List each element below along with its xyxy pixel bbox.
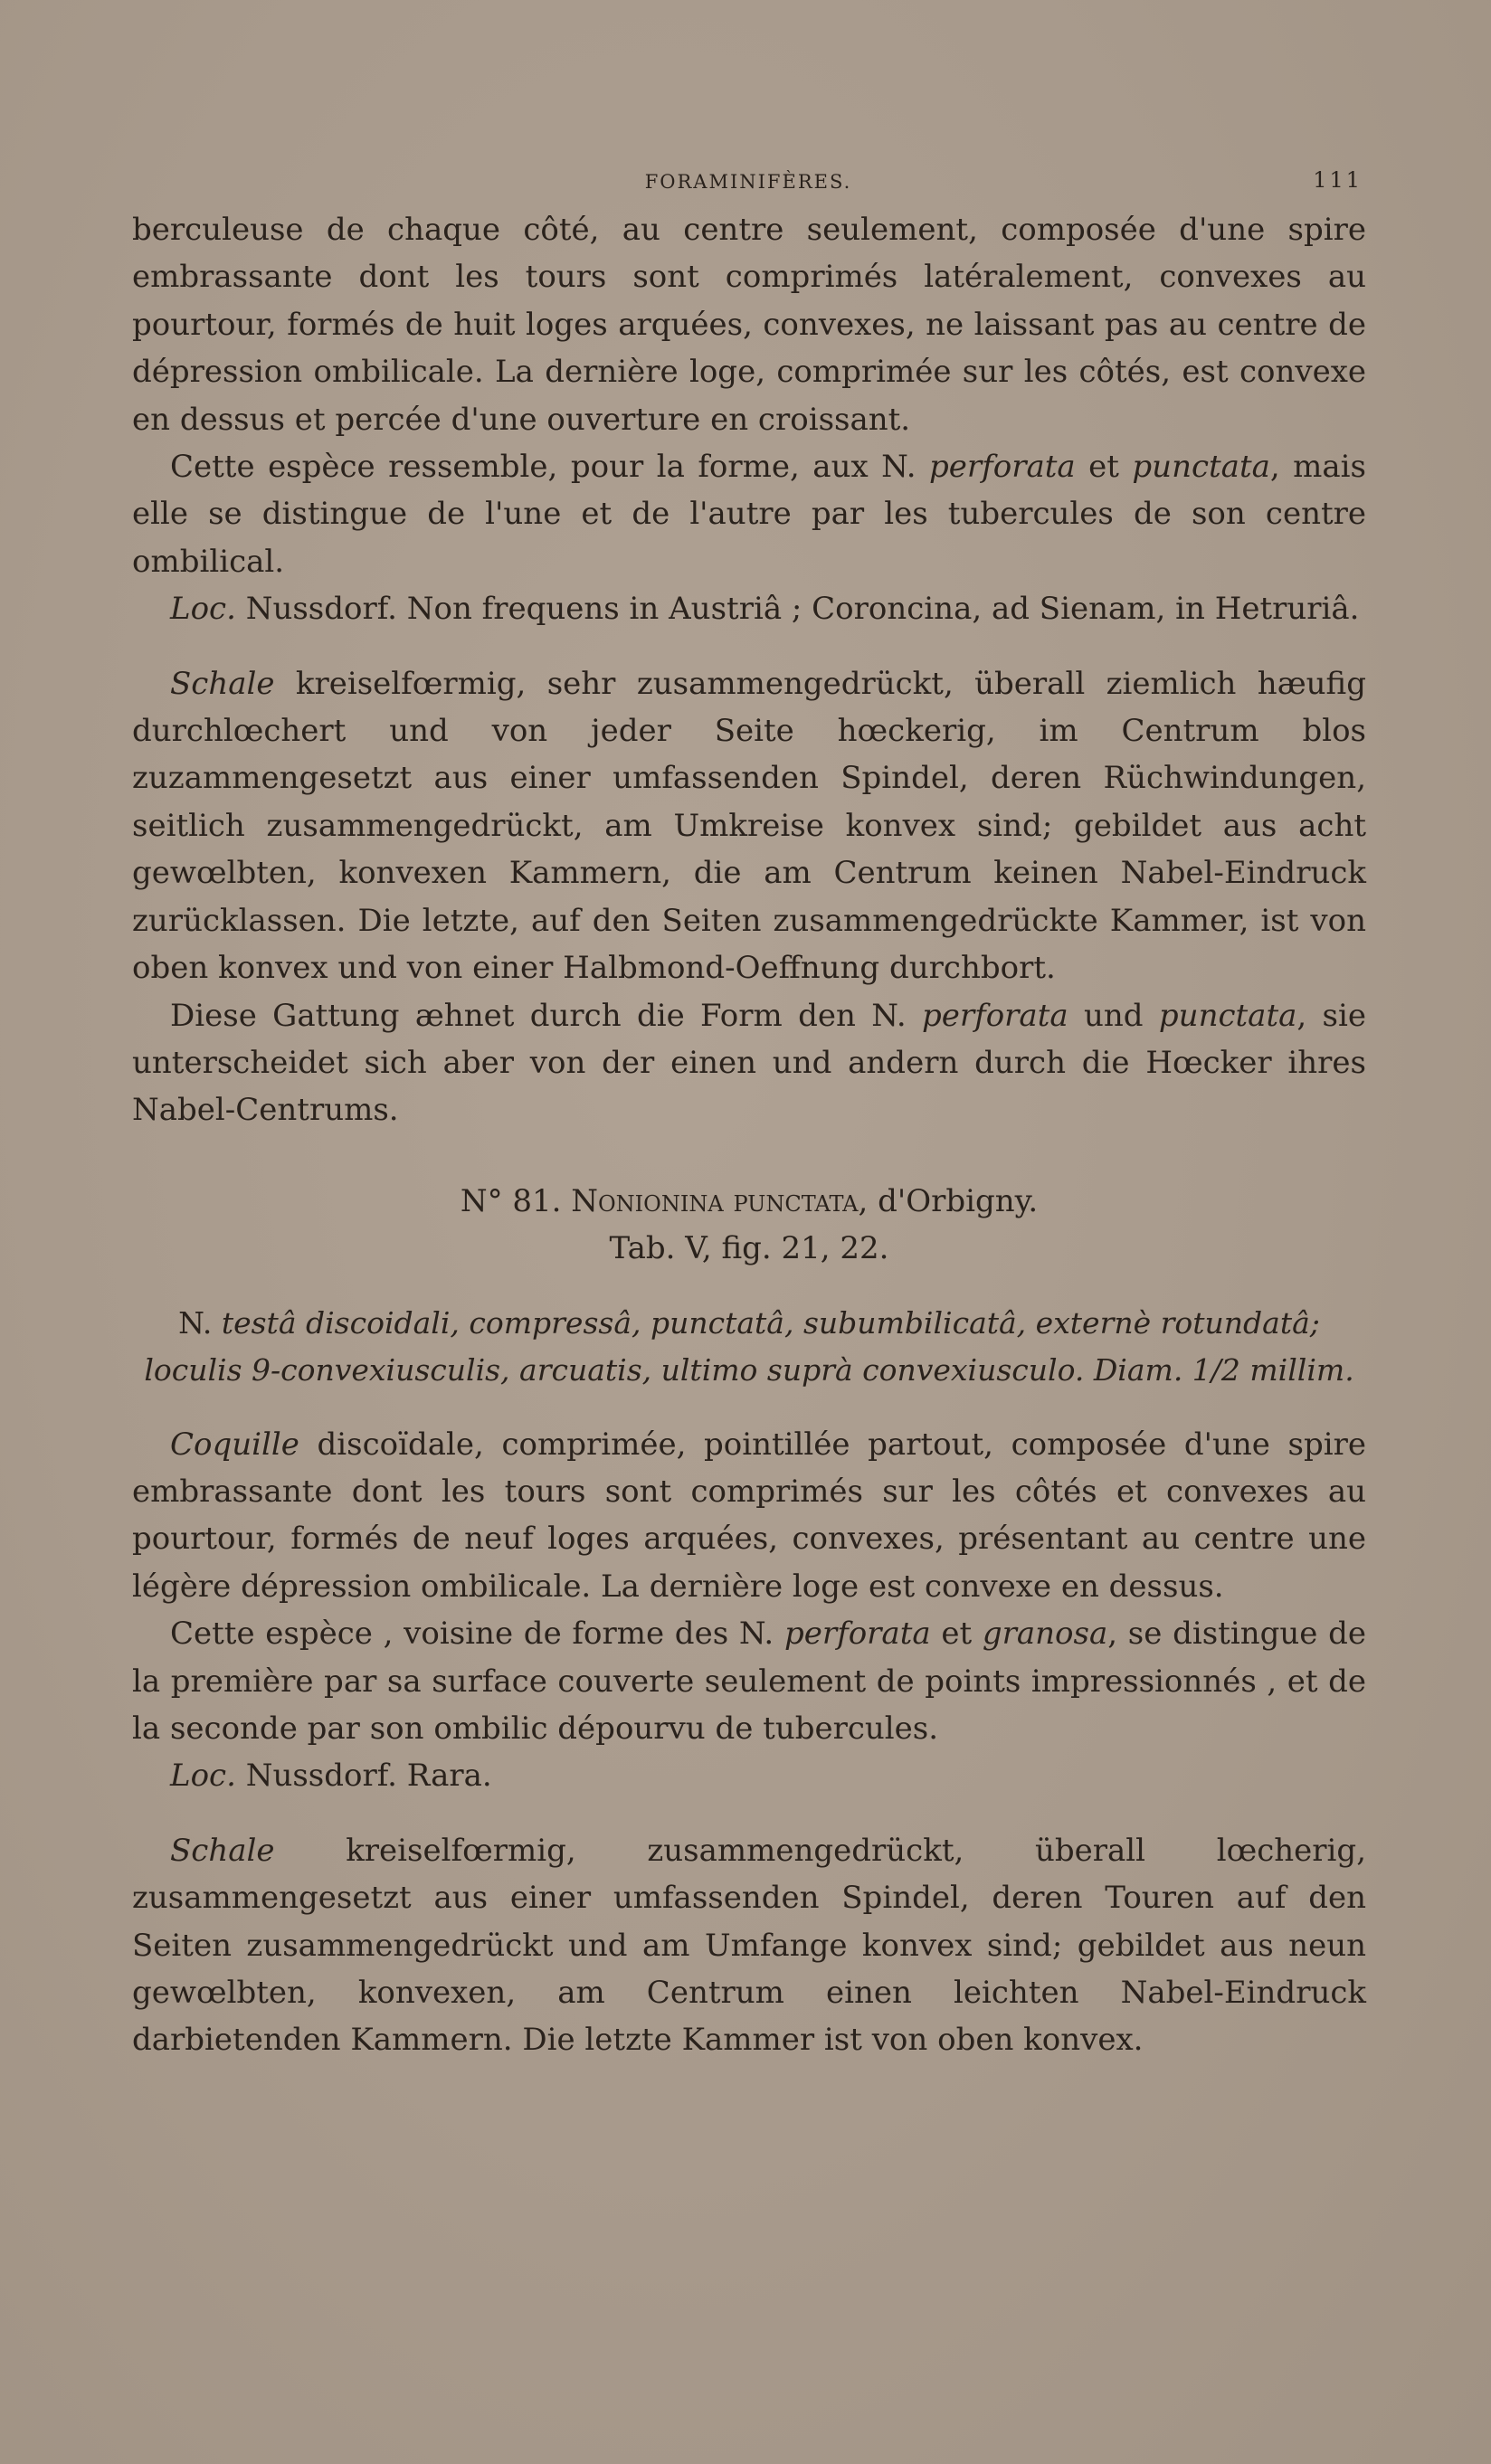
diagnosis-text: testâ discoidali, compressâ, punctatâ, subumbilicatâ, externè rotundatâ; loculis 9-convexiusculis, arcuatis, ultimo suprà convexiusculo. Diam. 1/2 millim.: [144, 1304, 1354, 1388]
text-run: Nussdorf. Rara.: [235, 1758, 492, 1795]
species-heading: [132, 1178, 1366, 1225]
lead-word: Schale: [170, 1832, 275, 1869]
text-run: et: [1075, 449, 1133, 486]
text-run: , mais elle se distingue de l'une et de l'autre par les tubercules de son centre ombilical.: [132, 449, 1366, 580]
plate-reference: Tab. V, fig. 21, 22.: [609, 1230, 889, 1267]
text-run: , sie unterscheidet sich aber von der einen und andern durch die Hœcker ihres Nabel-Centrums.: [132, 997, 1366, 1129]
locality-label: Loc.: [170, 1758, 236, 1795]
species-author: , d'Orbigny.: [858, 1182, 1039, 1219]
paragraph-description-de-2: [132, 1827, 1366, 2064]
paragraph-description-de: [132, 660, 1366, 992]
lead-word: Coquille: [170, 1426, 299, 1463]
paragraph-description-fr: berculeuse de chaque côté, au centre seulement, composée d'une spire embrassante dont les tours sont comprimés latéralement, convexes au pourtour, formés de huit loges arquées, convexes, ne laissant pas au centre de dépression ombilicale. La dernière loge, comprimée sur les côtés, est convexe en dessus et percée d'une ouverture en croissant.: [132, 212, 1366, 438]
text-run: , se distingue de la première par sa surface couverte seulement de points impressionnés , et de la seconde par son ombilic dépourvu de tubercules.: [132, 1616, 1366, 1747]
latin-diagnosis: [132, 1300, 1366, 1394]
paragraph-comparison-fr-2: [132, 1610, 1366, 1752]
paragraph-comparison-de: [132, 992, 1366, 1134]
spacer: [132, 633, 1366, 660]
species-name: punctata: [1158, 997, 1297, 1034]
species-number: N° 81.: [460, 1182, 572, 1219]
species-name: perforata: [783, 1616, 931, 1653]
page-number: 111: [1313, 167, 1363, 193]
text-run: discoïdale, comprimée, pointillée partout, composée d'une spire embrassante dont les tours sont comprimés sur les côtés et convexes au pourtour, formés de neuf loges arquées, convexes, présentant au centre une légère dépression ombilicale. La dernière loge est convexe en dessus.: [132, 1426, 1366, 1605]
text-run: et: [930, 1616, 983, 1653]
text-run: Cette espèce , voisine de forme des N.: [170, 1616, 784, 1653]
spacer: [132, 1134, 1366, 1178]
species-name: perforata: [929, 449, 1076, 486]
text-run: Diese Gattung æhnet durch die Form den N.: [170, 997, 922, 1034]
spacer: [132, 1273, 1366, 1300]
text-run: kreiselfœrmig, sehr zusammengedrückt, überall ziemlich hæufig durchlœchert und von jeder Seite hœckerig, im Centrum blos zuzammengesetzt aus einer umfassenden Spindel, deren Rüchwindungen, seitlich zusammengedrückt, am Umkreise konvex sind; gebildet aus acht gewœlbten, konvexen Kammern, die am Centrum keinen Nabel-Eindruck zurücklassen. Die letzte, auf den Seiten zusammengedrückte Kammer, ist von oben konvex und von einer Halbmond-Oeffnung durchbort.: [132, 665, 1366, 987]
text-run: und: [1068, 997, 1159, 1034]
text-run: Cette espèce ressemble, pour la forme, aux N.: [170, 449, 929, 486]
paragraph-comparison-fr: [132, 443, 1366, 585]
text-run: Nussdorf. Non frequens in Austriâ ; Coroncina, ad Sienam, in Hetruriâ.: [235, 591, 1360, 628]
paragraph-locality-2: [132, 1752, 1366, 1799]
page-body: [132, 206, 1366, 2064]
species-name: perforata: [921, 997, 1068, 1034]
species-name: punctata: [1132, 449, 1270, 486]
paragraph-locality: [132, 585, 1366, 632]
page-header: [134, 166, 1363, 198]
species-name: granosa: [982, 1616, 1108, 1653]
lead-word: Schale: [170, 665, 275, 702]
spacer: [132, 1800, 1366, 1827]
running-head: FORAMINIFÈRES.: [644, 171, 852, 193]
locality-label: Loc.: [170, 591, 236, 628]
genus-abbrev: N.: [178, 1304, 222, 1341]
text-run: kreiselfœrmig, zusammengedrückt, überall lœcherig, zusammengesetzt aus einer umfassenden Spindel, deren Touren auf den Seiten zusammengedrückt und am Umfange konvex sind; gebildet aus neun gewœlbten, konvexen, am Centrum einen leichten Nabel-Eindruck darbietenden Kammern. Die letzte Kammer ist von oben konvex.: [132, 1832, 1366, 2059]
species-title: Nonionina punctata: [571, 1182, 859, 1219]
spacer: [132, 1394, 1366, 1421]
paragraph-description-fr-2: [132, 1421, 1366, 1611]
